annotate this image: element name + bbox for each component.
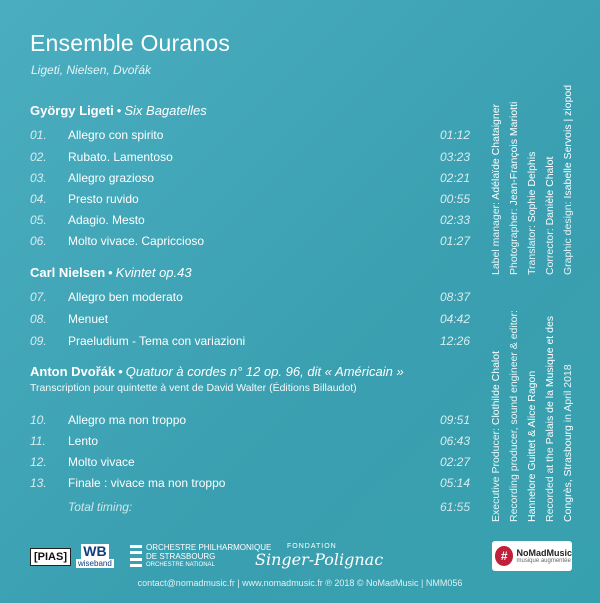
- ops-line-3: ORCHESTRE NATIONAL: [146, 561, 215, 568]
- track-number: 13.: [30, 476, 47, 490]
- track-title: Rubato. Lamentoso: [68, 150, 173, 164]
- fondation-label: FONDATION: [287, 543, 337, 550]
- track-number: 06.: [30, 234, 47, 248]
- track-duration: 12:26: [439, 334, 470, 348]
- track-duration: 09:51: [439, 413, 470, 427]
- credit-recording-producer: Recording producer, sound engineer & editor:: [508, 310, 520, 522]
- track-title: Allegro grazioso: [68, 171, 155, 185]
- work-heading-ligeti: [30, 103, 207, 118]
- track-duration: 04:42: [439, 312, 470, 326]
- separator-dot: •: [116, 103, 122, 118]
- composer-name: Carl Nielsen: [30, 265, 106, 280]
- track-row: [30, 312, 470, 331]
- credit-translator: Translator: Sophie Delphis: [526, 151, 538, 275]
- track-row: [30, 213, 470, 232]
- wiseband-mark: WB: [83, 543, 107, 559]
- track-row: [30, 434, 470, 453]
- track-number: 01.: [30, 128, 47, 142]
- track-title: Allegro ben moderato: [68, 290, 183, 304]
- wiseband-logo: [76, 541, 114, 571]
- track-row: [30, 128, 470, 147]
- track-title: Praeludium - Tema con variazioni: [68, 334, 246, 348]
- track-title: Finale : vivace ma non troppo: [68, 476, 226, 490]
- track-duration: 08:37: [439, 290, 470, 304]
- track-number: 05.: [30, 213, 47, 227]
- total-timing: [30, 500, 470, 518]
- track-row: [30, 171, 470, 190]
- track-number: 07.: [30, 290, 47, 304]
- track-number: 09.: [30, 334, 47, 348]
- track-row: [30, 413, 470, 432]
- separator-dot: •: [118, 364, 123, 379]
- album-title: Ensemble Ouranos: [30, 30, 231, 56]
- track-number: 12.: [30, 455, 47, 469]
- composer-name: Anton Dvořák: [30, 364, 116, 379]
- track-title: Molto vivace. Capriccioso: [68, 234, 205, 248]
- track-title: Allegro con spirito: [68, 128, 164, 142]
- separator-dot: •: [108, 265, 113, 280]
- work-heading-dvorak: [30, 364, 404, 379]
- credit-executive-producer: Executive Producer: Clothilde Chalot: [490, 350, 502, 522]
- nomadmusic-hash-icon: #: [495, 546, 513, 566]
- transcription-note: Transcription pour quintette à vent de David Walter (Éditions Billaudot): [30, 382, 357, 394]
- ops-line-1: ORCHESTRE PHILHARMONIQUE: [146, 542, 272, 552]
- track-duration: 06:43: [439, 434, 470, 448]
- ops-line-2: DE STRASBOURG: [146, 551, 216, 561]
- track-row: [30, 150, 470, 169]
- track-number: 08.: [30, 312, 47, 326]
- track-title: Adagio. Mesto: [68, 213, 145, 227]
- nomadmusic-name: NoMadMusic: [516, 547, 572, 558]
- work-heading-nielsen: [30, 265, 192, 280]
- credit-photographer: Photographer: Jean-François Mariotti: [508, 101, 520, 275]
- orchestre-philharmonique-logo: [130, 541, 271, 571]
- singer-polignac-logo: [255, 541, 383, 571]
- track-title: Allegro ma non troppo: [68, 413, 187, 427]
- total-timing-value: 61:55: [439, 500, 470, 514]
- track-number: 04.: [30, 192, 47, 206]
- track-duration: 02:27: [439, 455, 470, 469]
- track-row: [30, 290, 470, 309]
- track-number: 10.: [30, 413, 47, 427]
- track-title: Menuet: [68, 312, 109, 326]
- credit-recording-place: Congrès, Strasbourg in April 2018: [562, 364, 574, 522]
- track-title: Presto ruvido: [68, 192, 139, 206]
- track-row: [30, 192, 470, 211]
- piece-title: Six Bagatelles: [124, 103, 207, 118]
- piece-title: Kvintet op.43: [115, 265, 192, 280]
- track-title: Molto vivace: [68, 455, 135, 469]
- album-subtitle: Ligeti, Nielsen, Dvořák: [31, 63, 152, 77]
- nomadmusic-tagline: musique augmentée: [516, 557, 571, 564]
- wiseband-word: wiseband: [78, 559, 112, 568]
- pias-logo: [PIAS]: [30, 548, 71, 566]
- track-duration: 05:14: [439, 476, 470, 490]
- track-row: [30, 455, 470, 474]
- singer-polignac-name: Singer-Polignac: [255, 550, 384, 569]
- track-row: [30, 234, 470, 253]
- track-duration: 02:33: [439, 213, 470, 227]
- footer-contact: contact@nomadmusic.fr | www.nomadmusic.fr ℗ 2018 © NoMadMusic | NMM056: [137, 578, 463, 588]
- credit-recorded-at: Recorded at the Palais de la Musique et des: [544, 315, 556, 522]
- track-duration: 01:12: [439, 128, 470, 142]
- credit-corrector: Corrector: Danièle Chalot: [544, 156, 556, 275]
- track-number: 02.: [30, 150, 47, 164]
- track-duration: 02:21: [439, 171, 470, 185]
- credit-label-manager: Label manager: Adélaïde Chataigner: [490, 103, 502, 275]
- nomadmusic-logo: [492, 541, 572, 571]
- track-duration: 03:23: [439, 150, 470, 164]
- track-number: 11.: [30, 434, 46, 448]
- total-timing-label: Total timing:: [68, 500, 133, 514]
- piece-title: Quatuor à cordes n° 12 op. 96, dit « Américain »: [125, 364, 404, 379]
- composer-name: György Ligeti: [30, 103, 114, 118]
- track-duration: 01:27: [439, 234, 470, 248]
- track-title: Lento: [68, 434, 99, 448]
- orchestra-bars-icon: [130, 545, 142, 567]
- track-number: 03.: [30, 171, 47, 185]
- track-duration: 00:55: [439, 192, 470, 206]
- credit-engineers: Hannelore Guittet & Alice Ragon: [526, 370, 538, 522]
- track-row: [30, 476, 470, 495]
- track-row: [30, 334, 470, 353]
- logo-strip: [30, 541, 570, 571]
- credit-graphic-design: Graphic design: Isabelle Servois | ziopod: [562, 84, 574, 275]
